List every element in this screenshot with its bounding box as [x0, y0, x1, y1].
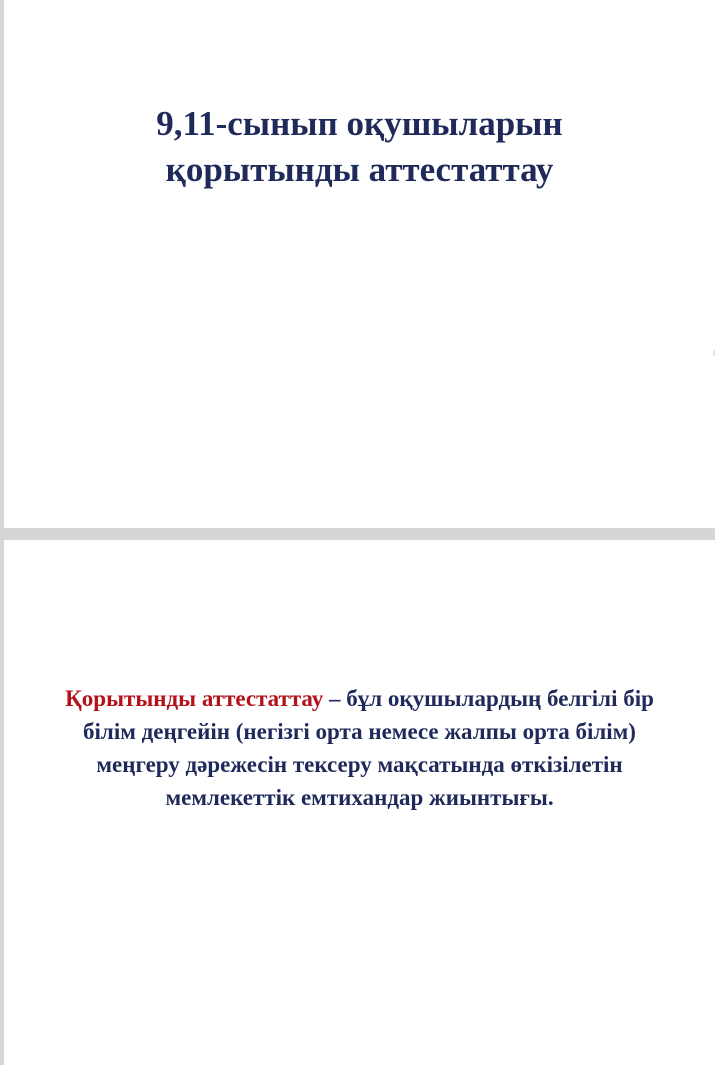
definition-term: Қорытынды аттестаттау: [65, 686, 324, 711]
title-line-2: қорытынды аттестаттау: [165, 150, 554, 189]
slide-1: [4, 0, 715, 528]
title-line-1: 9,11-сынып оқушыларын: [156, 104, 563, 143]
slide-2: [4, 540, 715, 1065]
slide-title: [4, 101, 715, 193]
definition-text: – бұл оқушылардың белгілі бір білім деңгейін (негізгі орта немесе жалпы орта білім) меңгеру дәрежесін тексеру мақсатында өткізілетін мемлекеттік емтихандар жиынтығы.: [83, 686, 654, 810]
definition-paragraph: [44, 682, 675, 814]
